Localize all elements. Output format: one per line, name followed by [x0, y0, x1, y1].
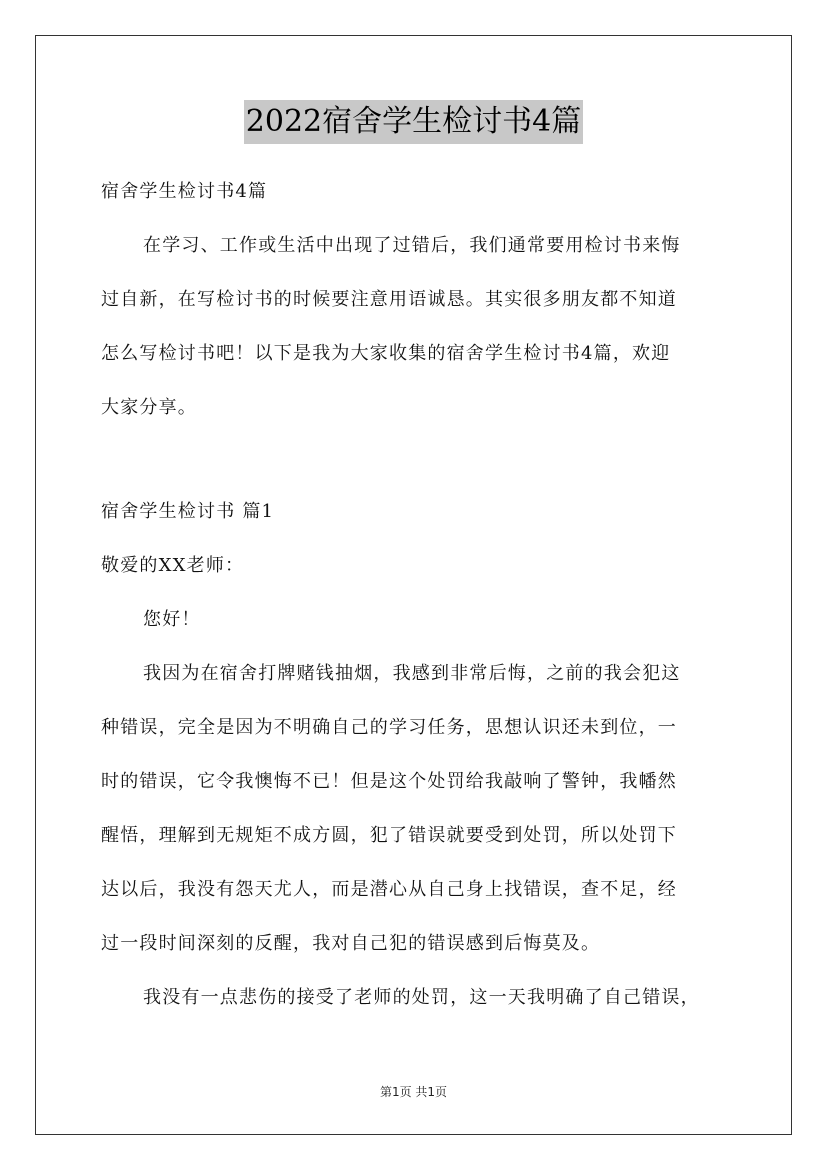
page-footer: 第1页 共1页 — [379, 1085, 448, 1099]
section-spacer — [101, 435, 729, 485]
intro-paragraph — [101, 219, 729, 435]
title-container — [0, 100, 827, 144]
intro-line: 过自新，在写检讨书的时候要注意用语诚恳。其实很多朋友都不知道 — [101, 289, 677, 310]
greeting: 您好！ — [143, 609, 201, 630]
section-heading: 宿舍学生检讨书 篇1 — [101, 501, 275, 522]
body-paragraph-1 — [101, 647, 729, 971]
body-line: 时的错误，它令我懊悔不已！但是这个处罚给我敲响了警钟，我幡然 — [101, 771, 677, 792]
salutation: 敬爱的XX老师： — [101, 555, 245, 576]
body-line: 过一段时间深刻的反醒，我对自己犯的错误感到后悔莫及。 — [101, 933, 601, 954]
body-line: 我没有一点悲伤的接受了老师的处罚，这一天我明确了自己错误， — [143, 987, 700, 1008]
intro-line: 怎么写检讨书吧！以下是我为大家收集的宿舍学生检讨书4篇，欢迎 — [101, 343, 671, 364]
body-line: 种错误，完全是因为不明确自己的学习任务，思想认识还未到位，一 — [101, 717, 677, 738]
body-line: 我因为在宿舍打牌赌钱抽烟，我感到非常后悔，之前的我会犯这 — [143, 663, 681, 684]
document-title: 2022宿舍学生检讨书4篇 — [244, 100, 583, 144]
document-body — [101, 165, 729, 1025]
body-line: 达以后，我没有怨天尤人，而是潜心从自己身上找错误，查不足，经 — [101, 879, 677, 900]
body-paragraph-2 — [101, 971, 729, 1025]
intro-line: 在学习、工作或生活中出现了过错后，我们通常要用检讨书来悔 — [143, 235, 681, 256]
intro-line: 大家分享。 — [101, 397, 197, 418]
document-subtitle: 宿舍学生检讨书4篇 — [101, 181, 268, 202]
body-line: 醒悟，理解到无规矩不成方圆，犯了错误就要受到处罚，所以处罚下 — [101, 825, 677, 846]
